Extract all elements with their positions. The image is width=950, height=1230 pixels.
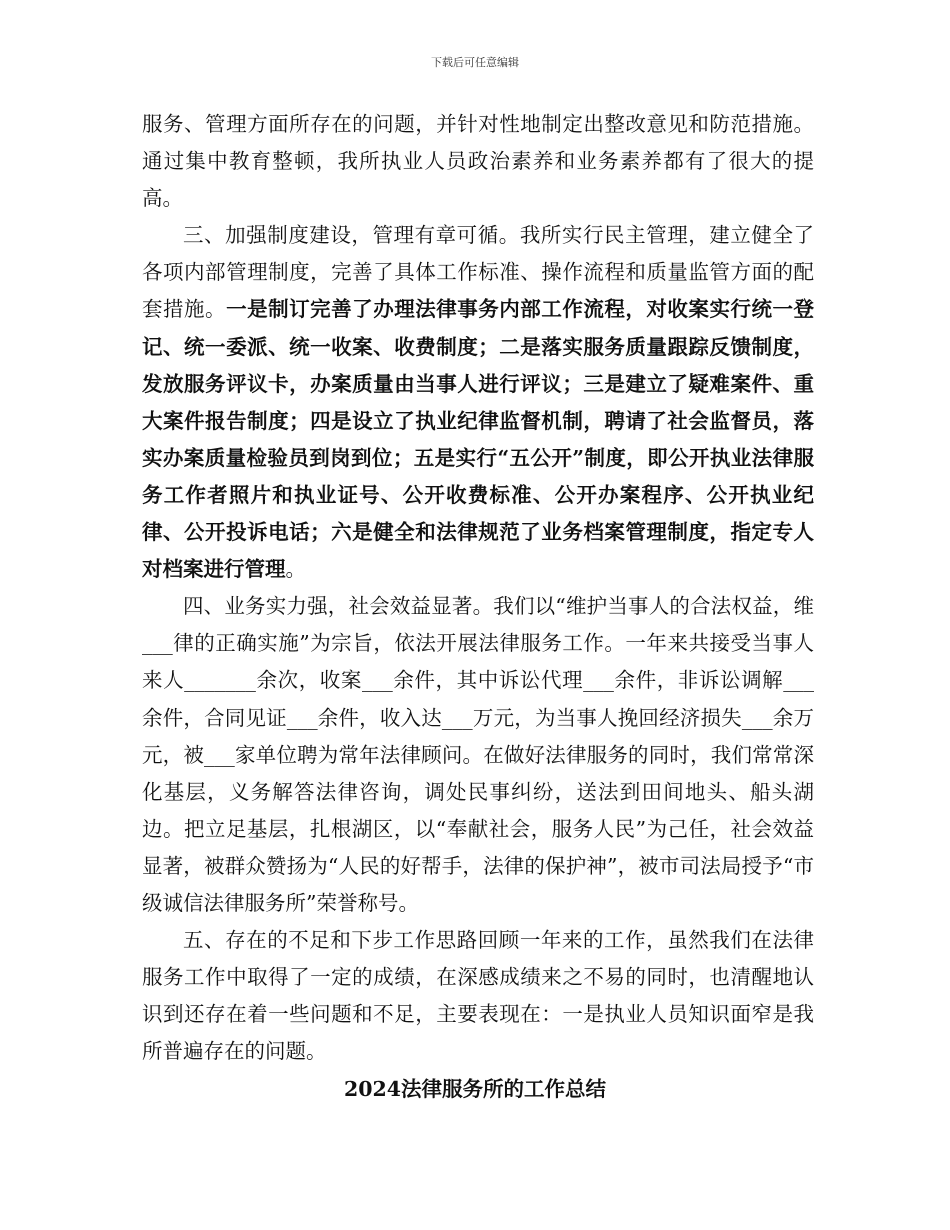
paragraph-4: 五、存在的不足和下步工作思路回顾一年来的工作，虽然我们在法律服务工作中取得了一定的成绩，在深感成绩来之不易的同时，也清醒地认识到还存在着一些问题和不足，主要表现在：一是执业人员知识面窄是我所普遍存在的问题。 <box>142 928 814 1064</box>
document-title: 2024法律服务所的工作总结 <box>343 1077 607 1101</box>
paragraph-2-intro: 三、加强制度建设，管理有章可循。我所实行民主管理，建立健全了各项内部管理制度，完善了具体工作标准、操作流程和质量监管方面的配套措施。 <box>142 223 814 322</box>
page-header: 下载后可任意编辑 <box>431 56 519 69</box>
paragraph-2-bold: 一是制订完善了办理法律事务内部工作流程，对收案实行统一登记、统一委派、统一收案、收费制度；二是落实服务质量跟踪反馈制度，发放服务评议卡，办案质量由当事人进行评议；三是建立了疑难案件、重大案件报告制度；四是设立了执业纪律监督机制，聘请了社会监督员，落实办案质量检验员到岗到位；五是实行“五公开”制度，即公开执业法律服务工作者照片和执业证号、公开收费标准、公开办案程序、公开执业纪律、公开投诉电话；六是健全和法律规范了业务档案管理制度，指定专人对档案进行管理 <box>142 297 815 582</box>
paragraph-2 <box>142 217 814 588</box>
body-text <box>142 106 814 1070</box>
paragraph-1: 服务、管理方面所存在的问题，并针对性地制定出整改意见和防范措施。通过集中教育整顿，我所执业人员政治素养和业务素养都有了很大的提高。 <box>142 112 814 211</box>
paragraph-2-end: 。 <box>285 557 306 582</box>
paragraph-3: 四、业务实力强，社会效益显著。我们以“维护当事人的合法权益，维___律的正确实施”为宗旨，依法开展法律服务工作。一年来共接受当事人来人_______余次，收案___余件，其中诉讼代理___余件，非诉讼调解___余件，合同见证___余件，收入达___万元，为当事人挽回经济损失___余万元，被___家单位聘为常年法律顾问。在做好法律服务的同时，我们常常深化基层，义务解答法律咨询，调处民事纠纷，送法到田间地头、船头湖边。把立足基层，扎根湖区，以“奉献社会，服务人民”为己任，社会效益显著，被群众赞扬为“人民的好帮手，法律的保护神”，被市司法局授予“市级诚信法律服务所”荣誉称号。 <box>142 594 814 915</box>
